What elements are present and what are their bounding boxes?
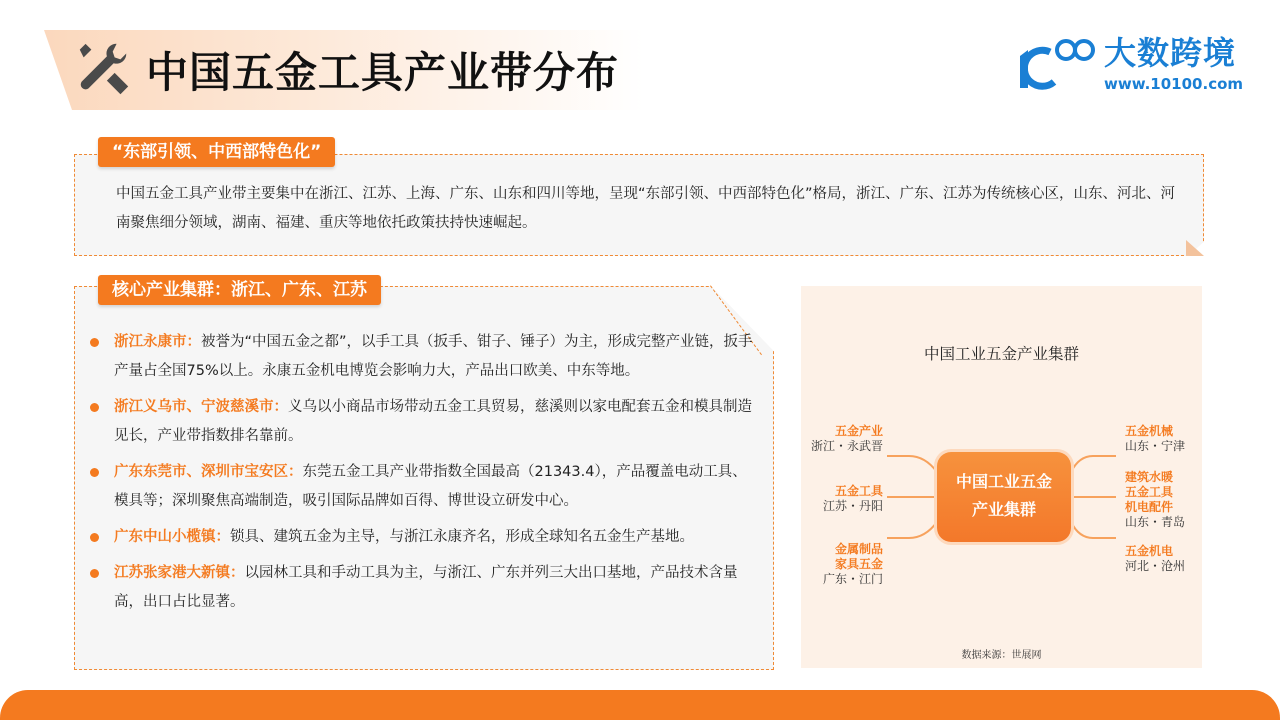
page-fold — [1186, 240, 1204, 256]
diagram-node-left-3: 金属制品 家具五金 广东・江门 — [822, 542, 883, 586]
cluster-text: 被誉为“中国五金之都”，以手工具（扳手、钳子、锤子）为主，形成完整产业链，扳手产量占全国75%以上。永康五金机电博览会影响力大，产品出口欧美、中东等地。 — [114, 334, 753, 379]
cluster-name: 广东中山小榄镇： — [114, 529, 230, 545]
intro-text: 中国五金工具产业带主要集中在浙江、江苏、上海、广东、山东和四川等地，呈现“东部引领、中西部特色化”格局，浙江、广东、江苏为传统核心区，山东、河北、河南聚焦细分领域，湖南、福建、重庆等地依托政策扶持快速崛起。 — [116, 186, 1176, 231]
bullet-icon — [90, 338, 99, 347]
diagram-source: 数据来源：世展网 — [961, 650, 1042, 661]
list-item — [90, 523, 760, 552]
center-line-1: 中国工业五金 — [955, 472, 1052, 491]
center-line-2: 产业集群 — [971, 500, 1036, 519]
diagram-node-right-1: 五金机械 山东・宁津 — [1125, 424, 1186, 453]
diagram-node-right-2: 建筑水暖 五金工具 机电配件 山东・青岛 — [1125, 470, 1186, 529]
logo-url: www.10100.com — [1104, 75, 1244, 93]
cluster-name: 江苏张家港大新镇： — [114, 565, 245, 581]
logo-name: 大数跨境 — [1104, 34, 1237, 72]
page-title: 中国五金工具产业带分布 — [146, 48, 620, 97]
logo-mark-icon — [1016, 36, 1098, 92]
bullet-icon — [90, 533, 99, 542]
bullet-icon — [90, 468, 99, 477]
diagram-node-left-1: 五金产业 浙江・永武晋 — [810, 424, 883, 453]
tools-icon — [72, 38, 134, 100]
cluster-name: 浙江永康市： — [114, 334, 201, 350]
diagram-title: 中国工业五金产业集群 — [923, 345, 1079, 363]
cluster-diagram — [801, 286, 1202, 668]
section-tag-core: 核心产业集群：浙江、广东、江苏 — [98, 275, 381, 305]
footer-bar — [0, 690, 1280, 720]
list-item — [90, 458, 760, 516]
cluster-name: 广东东莞市、深圳市宝安区： — [114, 464, 303, 480]
cluster-list — [90, 328, 760, 624]
cluster-text: 义乌以小商品市场带动五金工具贸易，慈溪则以家电配套五金和模具制造见长，产业带指数排名靠前。 — [114, 399, 752, 444]
diagram-node-right-3: 五金机电 河北・沧州 — [1125, 544, 1186, 573]
diagram-node-left-2: 五金工具 江苏・丹阳 — [822, 484, 883, 513]
section-tag-pattern: “东部引领、中西部特色化” — [98, 137, 335, 167]
diagram-center-node — [937, 452, 1071, 542]
list-item — [90, 393, 760, 451]
list-item — [90, 328, 760, 386]
bullet-icon — [90, 403, 99, 412]
cluster-name: 浙江义乌市、宁波慈溪市： — [114, 399, 288, 415]
brand-logo[interactable] — [1016, 34, 1246, 98]
cluster-text: 东莞五金工具产业带指数全国最高（21343.4），产品覆盖电动工具、模具等；深圳聚焦高端制造，吸引国际品牌如百得、博世设立研发中心。 — [114, 464, 747, 509]
cluster-text: 以园林工具和手动工具为主，与浙江、广东并列三大出口基地，产品技术含量高，出口占比显著。 — [114, 565, 738, 610]
list-item — [90, 559, 760, 617]
bullet-icon — [90, 569, 99, 578]
cluster-text: 锁具、建筑五金为主导，与浙江永康齐名，形成全球知名五金生产基地。 — [230, 529, 694, 545]
